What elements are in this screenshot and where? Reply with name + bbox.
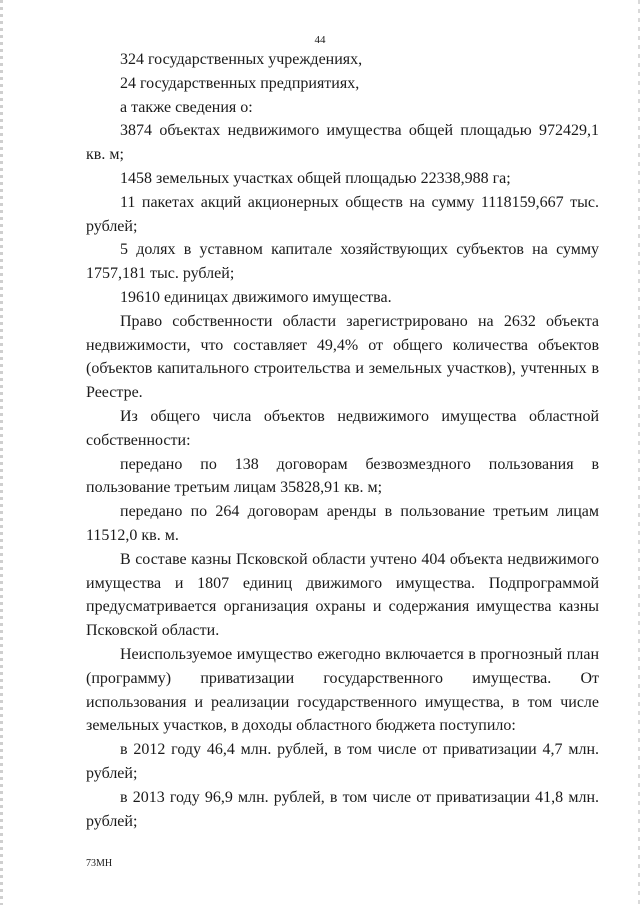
paragraph: в 2013 году 96,9 млн. рублей, в том числе от приватизации 41,8 млн. рублей; bbox=[86, 788, 599, 830]
paragraph: 1458 земельных участках общей площадью 22338,988 га; bbox=[120, 169, 511, 187]
paragraph: Право собственности области зарегистрировано на 2632 объекта недвижимости, что составляет 49,4% от общего количества объектов (объектов капитального строительства и земельных участков), учтенных в Реестре. bbox=[86, 312, 599, 402]
paragraph: Из общего числа объектов недвижимого имущества областной собственности: bbox=[86, 407, 599, 449]
paragraph: 24 государственных предприятиях, bbox=[120, 74, 360, 92]
paragraph: В составе казны Псковской области учтено 404 объекта недвижимого имущества и 1807 единиц движимого имущества. Подпрограммой предусматривается организация охраны и содержания имущества казны Псковской области. bbox=[86, 550, 599, 640]
paragraph: 3874 объектах недвижимого имущества общей площадью 972429,1 кв. м; bbox=[86, 122, 599, 164]
paragraph: 19610 единицах движимого имущества. bbox=[120, 288, 392, 306]
paragraph: передано по 264 договорам аренды в пользование третьим лицам 11512,0 кв. м. bbox=[86, 503, 599, 544]
paragraph: в 2012 году 46,4 млн. рублей, в том числе от приватизации 4,7 млн. рублей; bbox=[86, 741, 599, 782]
footer-code: 73МН bbox=[86, 858, 113, 869]
paragraph: 5 долях в уставном капитале хозяйствующих субъектов на сумму 1757,181 тыс. рублей; bbox=[86, 241, 599, 283]
paragraph: а также сведения о: bbox=[120, 98, 253, 116]
scan-edge-left bbox=[0, 0, 3, 905]
page-number: 44 bbox=[314, 34, 326, 46]
paragraph: передано по 138 договорам безвозмездного пользования в пользование третьим лицам 35828,91 кв. м; bbox=[86, 455, 599, 497]
paragraph: 324 государственных учреждениях, bbox=[120, 51, 363, 68]
document-body bbox=[86, 48, 599, 833]
paragraph: 11 пакетах акций акционерных обществ на сумму 1118159,667 тыс. рублей; bbox=[86, 193, 599, 235]
paragraph: Неиспользуемое имущество ежегодно включается в прогнозный план (программу) приватизации государственного имущества. От использования и реализации государственного имущества, в том числе земельных участков, в доходы областного бюджета поступило: bbox=[86, 645, 599, 735]
